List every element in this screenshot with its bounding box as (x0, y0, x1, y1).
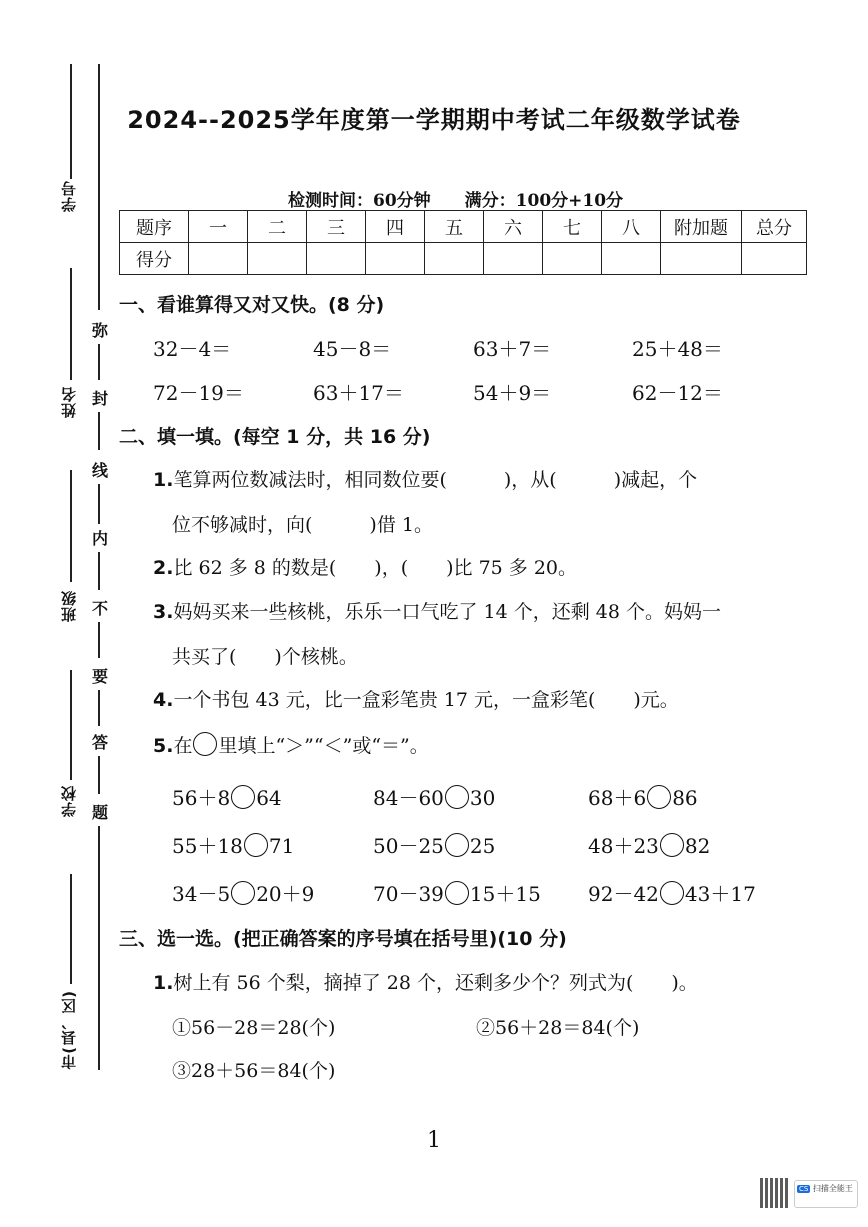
exam-info: 检测时间：60分钟 满分：100分+10分 (288, 191, 624, 211)
answer-circle[interactable] (445, 833, 469, 857)
seal-char-7: 答 (92, 733, 109, 752)
name-label: 姓名 (60, 386, 78, 418)
qr-code-icon (760, 1178, 790, 1208)
question-2-1-cont: 位不够减时，向( )借 1。 (172, 514, 433, 536)
score-header-cell: 三 (307, 211, 366, 243)
score-cell[interactable] (425, 243, 484, 275)
seal-line-8 (98, 756, 100, 794)
score-cell[interactable] (661, 243, 742, 275)
question-text: 笔算两位数减法时，相同数位要( )，从( )减起，个 (173, 469, 698, 491)
score-cell[interactable] (307, 243, 366, 275)
calc-item: 63＋7＝ (473, 337, 552, 361)
question-text: 妈妈买来一些核桃，乐乐一口气吃了 14 个，还剩 48 个。妈妈一 (173, 601, 721, 623)
score-cell[interactable] (366, 243, 425, 275)
seal-char-2: 封 (92, 389, 109, 408)
score-header-cell: 五 (425, 211, 484, 243)
answer-circle[interactable] (244, 833, 268, 857)
calc-item: 25＋48＝ (632, 337, 723, 361)
question-number: 3. (153, 601, 174, 623)
seal-line-3 (98, 412, 100, 450)
seal-char-4: 内 (92, 529, 109, 548)
school-label: 学校 (60, 785, 78, 817)
answer-circle[interactable] (647, 785, 671, 809)
score-cell[interactable] (543, 243, 602, 275)
answer-circle[interactable] (445, 881, 469, 905)
seal-char-5: 不 (92, 599, 109, 618)
question-number: 4. (153, 689, 174, 711)
compare-item: 70－39 15＋15 (373, 882, 541, 906)
answer-circle[interactable] (445, 785, 469, 809)
question-number: 5. (153, 735, 174, 757)
seal-line-4 (98, 484, 100, 524)
calc-item: 63＋17＝ (313, 381, 404, 405)
score-cell[interactable] (742, 243, 807, 275)
compare-item: 56＋8 64 (172, 786, 282, 810)
score-header-cell: 二 (248, 211, 307, 243)
margin-left-line-4 (70, 670, 72, 780)
scanner-logo-icon: CS (799, 1185, 809, 1193)
blank-circle-icon (193, 732, 217, 756)
question-number: 1. (153, 972, 174, 994)
score-cell[interactable] (248, 243, 307, 275)
compare-item: 84－60 30 (373, 786, 496, 810)
score-cell[interactable] (484, 243, 543, 275)
compare-item: 92－42 43＋17 (588, 882, 756, 906)
question-2-3 (153, 597, 721, 624)
seal-char-1: 弥 (92, 321, 109, 340)
score-header-cell: 题序 (120, 211, 189, 243)
score-header-cell: 六 (484, 211, 543, 243)
district-label: 市(县、区) (60, 990, 78, 1070)
question-2-3-cont: 共买了( )个核桃。 (172, 646, 358, 668)
question-text: 一个书包 43 元，比一盒彩笔贵 17 元，一盒彩笔( )元。 (173, 689, 679, 711)
score-row-label: 得分 (120, 243, 189, 275)
seal-char-3: 线 (92, 461, 109, 480)
seal-line-6 (98, 622, 100, 658)
class-label: 班级 (60, 590, 78, 622)
section-1-title: 一、看谁算得又对又快。(8 分) (119, 294, 385, 316)
score-header-cell: 七 (543, 211, 602, 243)
score-header-cell: 一 (189, 211, 248, 243)
compare-item: 50－25 25 (373, 834, 496, 858)
calc-item: 54＋9＝ (473, 381, 552, 405)
question-text: 在 (173, 735, 193, 757)
compare-item: 68＋6 86 (588, 786, 698, 810)
seal-char-8: 题 (92, 803, 109, 822)
seal-char-6: 要 (92, 667, 109, 686)
score-table-header-row (120, 211, 807, 243)
margin-left-line-3 (70, 470, 72, 582)
compare-item: 48＋23 82 (588, 834, 711, 858)
question-number: 1. (153, 469, 174, 491)
question-2-5 (153, 731, 429, 758)
margin-left-line-5 (70, 874, 72, 984)
seal-line-bottom (98, 826, 100, 1070)
question-text: 比 62 多 8 的数是( )，( )比 75 多 20。 (173, 557, 577, 579)
scanner-watermark (794, 1180, 858, 1208)
question-text: 树上有 56 个梨，摘掉了 28 个，还剩多少个？列式为( )。 (173, 972, 698, 994)
section-2-title: 二、填一填。(每空 1 分，共 16 分) (119, 426, 431, 448)
answer-circle[interactable] (660, 881, 684, 905)
score-table-score-row (120, 243, 807, 275)
seal-line-2 (98, 344, 100, 380)
score-header-cell: 总分 (742, 211, 807, 243)
calc-item: 72－19＝ (153, 381, 244, 405)
option-1: ①56－28＝28(个) (172, 1017, 336, 1039)
score-table (119, 210, 807, 275)
seal-line-7 (98, 690, 100, 726)
calc-item: 32－4＝ (153, 337, 232, 361)
exam-title: 2024--2025学年度第一学期期中考试二年级数学试卷 (127, 106, 741, 134)
compare-item: 34－5 20＋9 (172, 882, 315, 906)
option-2: ②56＋28＝84(个) (476, 1017, 640, 1039)
question-2-1 (153, 465, 697, 492)
score-header-cell: 四 (366, 211, 425, 243)
score-cell[interactable] (602, 243, 661, 275)
answer-circle[interactable] (231, 881, 255, 905)
calc-item: 62－12＝ (632, 381, 723, 405)
question-3-1 (153, 968, 698, 995)
question-2-4 (153, 685, 679, 712)
answer-circle[interactable] (231, 785, 255, 809)
section-3-title: 三、选一选。(把正确答案的序号填在括号里)(10 分) (119, 928, 567, 950)
student-id-label: 学号 (60, 180, 78, 212)
question-2-2 (153, 553, 577, 580)
compare-item: 55＋18 71 (172, 834, 295, 858)
question-number: 2. (153, 557, 174, 579)
calc-item: 45－8＝ (313, 337, 392, 361)
score-header-cell: 附加题 (661, 211, 742, 243)
score-cell[interactable] (189, 243, 248, 275)
answer-circle[interactable] (660, 833, 684, 857)
question-text: 里填上“＞”“＜”或“＝”。 (218, 735, 429, 757)
margin-left-line-2 (70, 268, 72, 380)
option-3: ③28＋56＝84(个) (172, 1060, 336, 1082)
score-header-cell: 八 (602, 211, 661, 243)
seal-line-5 (98, 552, 100, 590)
scanner-name: 扫描全能王 (812, 1184, 853, 1193)
page-number: 1 (427, 1128, 441, 1153)
